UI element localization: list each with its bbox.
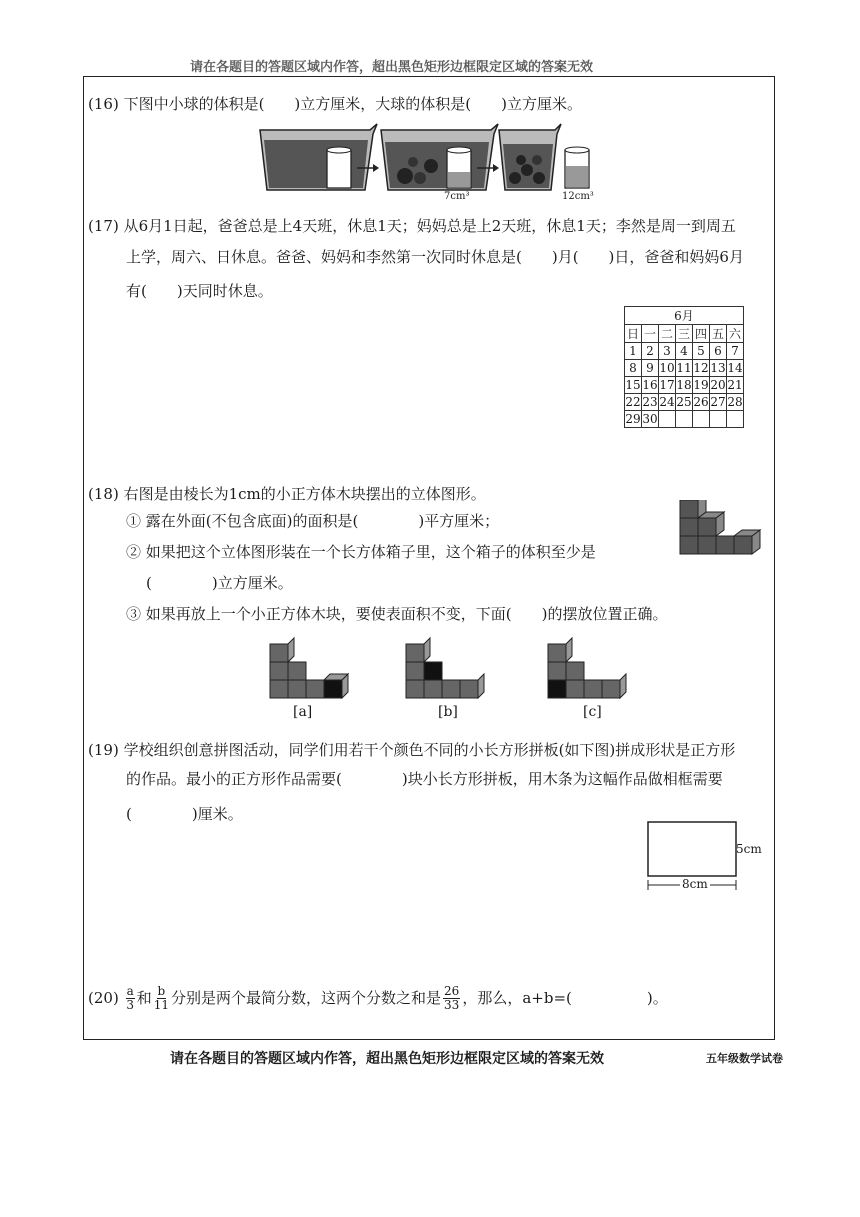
q16-label-7: 7cm³ (444, 191, 470, 202)
calendar-weekday: 三 (676, 325, 693, 343)
calendar-day: 5 (693, 343, 710, 360)
q16-number: (16) (88, 95, 119, 113)
q18-text: 右图是由棱长为1cm的小正方体木块摆出的立体图形。 (123, 485, 486, 503)
q20-number: (20) (88, 989, 119, 1007)
q19-line1 (88, 734, 735, 766)
q17-text-1: 从6月1日起，爸爸总是上4天班，休息1天；妈妈总是上2天班，休息1天；李然是周一到周五 (123, 217, 736, 235)
q20-fraction-b11: b 11 (153, 983, 170, 1012)
calendar-day (710, 411, 727, 428)
calendar-day (659, 411, 676, 428)
calendar-day: 29 (625, 412, 641, 426)
calendar-weekday: 一 (642, 325, 659, 343)
q17-text-2: 上学，周六、日休息。爸爸、妈妈和李然第一次同时休息是( )月( )日，爸爸和妈妈6月 (126, 248, 744, 266)
q20-text-end: ，那么，a+b=( )。 (462, 989, 668, 1007)
calendar-day: 30 (642, 412, 658, 426)
q18-cube-figure (676, 500, 766, 572)
q19-number: (19) (88, 741, 119, 759)
calendar-day: 28 (727, 395, 743, 409)
june-calendar (624, 306, 744, 428)
calendar-day: 4 (676, 343, 693, 360)
footer-paper-title: 五年级数学试卷 (706, 1052, 783, 1065)
q18-option-a: [a] (293, 704, 313, 720)
q18-line (88, 478, 486, 510)
calendar-day: 25 (676, 395, 692, 409)
calendar-day: 7 (727, 343, 744, 360)
calendar-day: 22 (625, 395, 641, 409)
q20-fraction-26-33: 26 33 (444, 983, 460, 1012)
calendar-day: 17 (659, 378, 675, 392)
calendar-day: 9 (642, 360, 659, 377)
q19-height-label: 5cm (736, 842, 762, 856)
q19-width-label: 8cm (682, 877, 708, 891)
calendar-day (676, 411, 693, 428)
q18-option-c: [c] (583, 704, 602, 720)
q20-and: 和 (136, 989, 152, 1007)
calendar-day: 6 (710, 343, 727, 360)
calendar-weekday: 四 (693, 325, 710, 343)
q18-sub3: ③ 如果再放上一个小正方体木块，要使表面积不变，下面( )的摆放位置正确。 (126, 605, 668, 623)
calendar-day: 23 (642, 395, 658, 409)
q16-label-12: 12cm³ (562, 191, 594, 202)
q17-number: (17) (88, 217, 119, 235)
calendar-day: 8 (625, 360, 642, 377)
calendar-day: 19 (693, 378, 709, 392)
calendar-day: 11 (676, 361, 692, 375)
calendar-day: 21 (727, 378, 743, 392)
calendar-day: 12 (693, 361, 709, 375)
q18-sub2-answer: ( )立方厘米。 (146, 574, 293, 592)
q20-fraction-a3: a 3 (126, 983, 134, 1012)
q18-number: (18) (88, 485, 119, 503)
q16-beaker-figure (255, 120, 595, 208)
calendar-day: 18 (676, 378, 692, 392)
q20-text-mid: 分别是两个最简分数，这两个分数之和是 (171, 989, 442, 1007)
calendar-day: 3 (659, 343, 676, 360)
q20-line (88, 982, 668, 1014)
calendar-weekday: 五 (710, 325, 727, 343)
q19-text-3: ( )厘米。 (126, 805, 243, 823)
calendar-day: 10 (659, 361, 675, 375)
q19-text-2: 的作品。最小的正方形作品需要( )块小长方形拼板，用木条为这幅作品做相框需要 (126, 770, 723, 788)
q17-line1 (88, 210, 736, 242)
q16-text: 下图中小球的体积是( )立方厘米，大球的体积是( )立方厘米。 (123, 95, 582, 113)
calendar-weekday: 二 (659, 325, 676, 343)
calendar-day: 26 (693, 395, 709, 409)
calendar-title: 6月 (625, 307, 744, 325)
calendar-day: 14 (727, 361, 743, 375)
q18-sub2: ② 如果把这个立体图形装在一个长方体箱子里，这个箱子的体积至少是 (126, 543, 596, 561)
q18-option-b-figure (404, 636, 486, 702)
q18-option-c-figure (546, 636, 628, 702)
calendar-weekday: 六 (727, 325, 744, 343)
calendar-day: 13 (710, 361, 726, 375)
calendar-day (693, 411, 710, 428)
calendar-day (727, 411, 744, 428)
calendar-weekday: 日 (625, 325, 642, 343)
footer-note: 请在各题目的答题区域内作答，超出黑色矩形边框限定区域的答案无效 (170, 1051, 604, 1067)
q18-sub1: ① 露在外面(不包含底面)的面积是( )平方厘米； (126, 512, 500, 530)
calendar-day: 27 (710, 395, 726, 409)
calendar-day: 2 (642, 343, 659, 360)
header-note: 请在各题目的答题区域内作答，超出黑色矩形边框限定区域的答案无效 (190, 60, 594, 75)
q19-text-1: 学校组织创意拼图活动，同学们用若干个颜色不同的小长方形拼板(如下图)拼成形状是正方形 (123, 741, 736, 759)
calendar-day: 24 (659, 395, 675, 409)
calendar-day: 15 (625, 378, 641, 392)
q18-option-b: [b] (438, 704, 458, 720)
calendar-day: 16 (642, 378, 658, 392)
calendar-day: 1 (625, 343, 642, 360)
q17-text-3: 有( )天同时休息。 (126, 282, 273, 300)
calendar-day: 20 (710, 378, 726, 392)
q16-line (88, 88, 582, 120)
q18-option-a-figure (268, 636, 350, 702)
